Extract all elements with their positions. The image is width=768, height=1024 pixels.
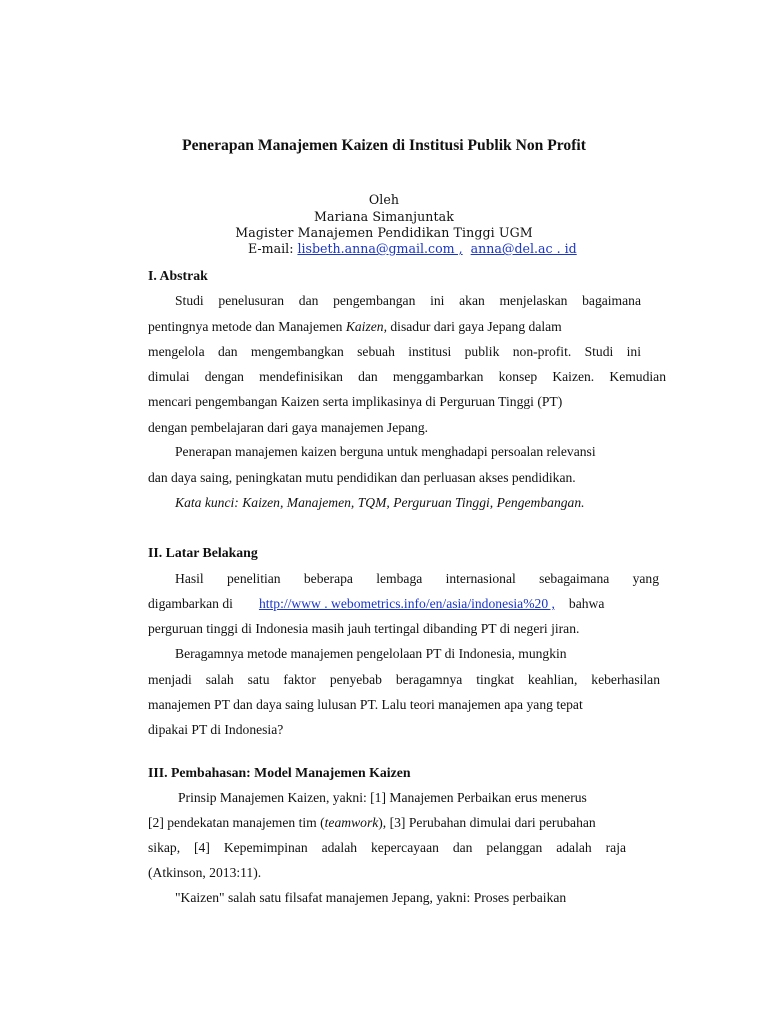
background-line: digambarkan di http://www . webometrics.info/en/asia/indonesia%20 , bahwa <box>148 596 605 611</box>
abstract-line: mencari pengembangan Kaizen serta implikasinya di Perguruan Tinggi (PT) <box>148 394 563 409</box>
keywords: Kata kunci: Kaizen, Manajemen, TQM, Perguruan Tinggi, Pengembangan. <box>175 495 585 510</box>
author-name: Mariana Simanjuntak <box>313 209 455 224</box>
discussion-line: "Kaizen" salah satu filsafat manajemen Jepang, yakni: Proses perbaikan <box>175 890 567 905</box>
abstract-line: Studi penelusuran dan pengembangan ini akan menjelaskan bagaimana <box>175 293 641 308</box>
abstract-line: Penerapan manajemen kaizen berguna untuk menghadapi persoalan relevansi <box>175 444 596 459</box>
background-line: perguruan tinggi di Indonesia masih jauh tertingal dibanding PT di negeri jiran. <box>148 621 580 636</box>
abstract-line: dengan pembelajaran dari gaya manajemen Jepang. <box>148 420 429 435</box>
discussion-line: [2] pendekatan manajemen tim (teamwork), [3] Perubahan dimulai dari perubahan <box>148 815 596 830</box>
background-line: Beragamnya metode manajemen pengelolaan PT di Indonesia, mungkin <box>175 646 567 661</box>
author-by: Oleh <box>368 192 400 207</box>
webometrics-link[interactable]: http://www . webometrics.info/en/asia/indonesia%20 , <box>258 596 555 611</box>
discussion-line: Prinsip Manajemen Kaizen, yakni: [1] Manajemen Perbaikan erus menerus <box>178 790 587 805</box>
background-line: menjadi salah satu faktor penyebab beragamnya tingkat keahlian, keberhasilan <box>148 672 660 687</box>
email-label: E-mail: <box>248 241 298 256</box>
abstract-line: mengelola dan mengembangkan sebuah institusi publik non-profit. Studi ini <box>148 344 641 359</box>
abstract-line: pentingnya metode dan Manajemen Kaizen, disadur dari gaya Jepang dalam <box>148 319 562 334</box>
abstract-line: dimulai dengan mendefinisikan dan menggambarkan konsep Kaizen. Kemudian <box>148 369 666 384</box>
background-heading: II. Latar Belakang <box>148 545 258 560</box>
document-title: Penerapan Manajemen Kaizen di Institusi Publik Non Profit <box>182 137 586 154</box>
author-email-line <box>248 241 577 256</box>
abstract-line: dan daya saing, peningkatan mutu pendidikan dan perluasan akses pendidikan. <box>148 470 576 485</box>
discussion-heading: III. Pembahasan: Model Manajemen Kaizen <box>148 765 411 780</box>
email-link-2[interactable]: anna@del.ac . id <box>470 241 577 256</box>
background-line: dipakai PT di Indonesia? <box>148 722 284 737</box>
discussion-line: sikap, [4] Kepemimpinan adalah kepercayaan dan pelanggan adalah raja <box>148 840 626 855</box>
background-line: manajemen PT dan daya saing lulusan PT. Lalu teori manajemen apa yang tepat <box>148 697 583 712</box>
author-affiliation: Magister Manajemen Pendidikan Tinggi UGM <box>235 225 533 240</box>
email-link-1[interactable]: lisbeth.anna@gmail.com , <box>297 241 463 256</box>
abstract-heading: I. Abstrak <box>148 268 208 283</box>
discussion-line: (Atkinson, 2013:11). <box>148 865 262 880</box>
background-line: Hasil penelitian beberapa lembaga internasional sebagaimana yang <box>175 571 659 586</box>
